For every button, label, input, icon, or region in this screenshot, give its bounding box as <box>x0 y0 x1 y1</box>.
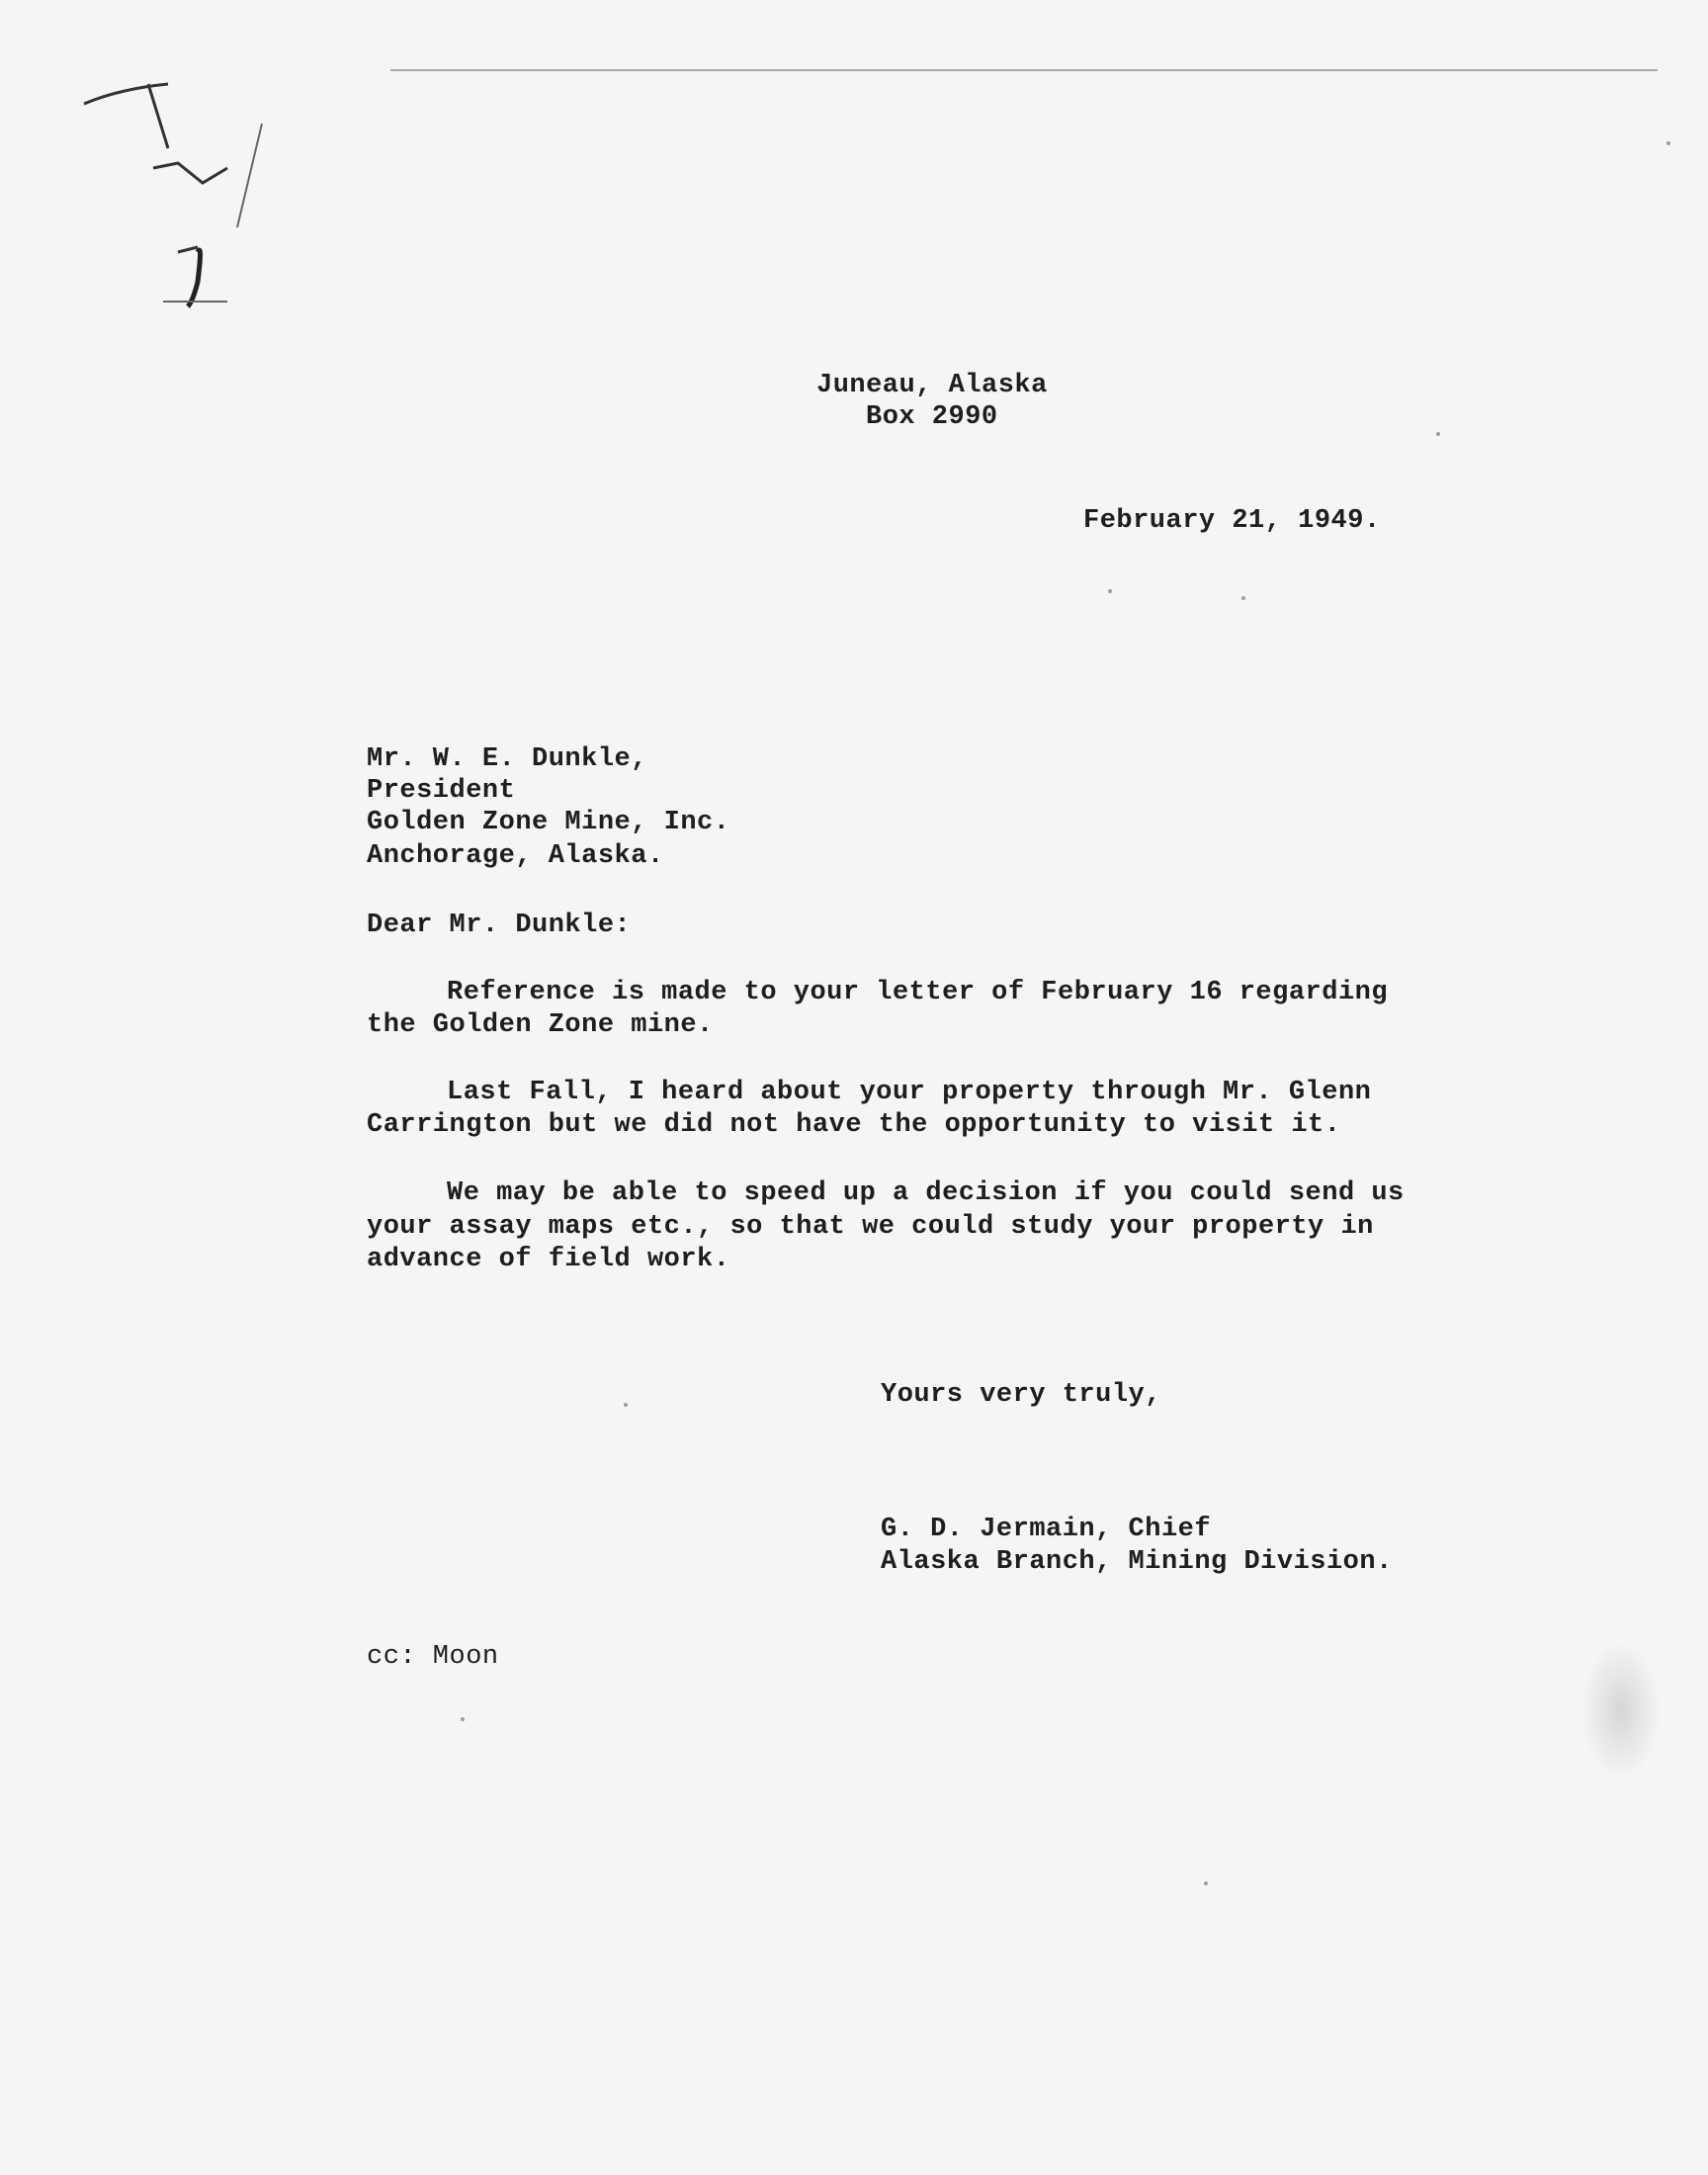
scan-speckle <box>1108 589 1112 593</box>
addressee-city: Anchorage, Alaska. <box>367 841 664 871</box>
paragraph-line: your assay maps etc., so that we could study your property in <box>367 1212 1374 1242</box>
scan-speckle <box>1204 1881 1208 1885</box>
cc-line: cc: Moon <box>367 1642 499 1672</box>
header-city: Juneau, Alaska <box>816 371 1048 400</box>
scan-speckle <box>1436 432 1440 436</box>
letter-date: February 21, 1949. <box>1083 506 1381 536</box>
closing: Yours very truly, <box>881 1380 1161 1410</box>
handwritten-marks-icon <box>79 54 267 341</box>
paragraph-line: Last Fall, I heard about your property through Mr. Glenn <box>447 1078 1372 1107</box>
scan-speckle <box>1241 596 1245 600</box>
top-edge-rule <box>390 69 1658 71</box>
signature-branch: Alaska Branch, Mining Division. <box>881 1547 1393 1577</box>
paragraph-line: We may be able to speed up a decision if you could send us <box>447 1178 1405 1208</box>
scan-smudge <box>1581 1641 1661 1780</box>
salutation: Dear Mr. Dunkle: <box>367 911 632 940</box>
addressee-title: President <box>367 776 516 806</box>
scan-speckle <box>1666 141 1670 145</box>
addressee-company: Golden Zone Mine, Inc. <box>367 808 730 837</box>
paragraph-line: advance of field work. <box>367 1245 730 1274</box>
paragraph-line: Reference is made to your letter of February 16 regarding <box>447 978 1389 1007</box>
signature-name: G. D. Jermain, Chief <box>881 1515 1212 1544</box>
paragraph-line: Carrington but we did not have the opportunity to visit it. <box>367 1110 1341 1140</box>
addressee-name: Mr. W. E. Dunkle, <box>367 744 647 774</box>
header-box: Box 2990 <box>866 402 998 432</box>
scan-speckle <box>624 1403 628 1407</box>
scan-speckle <box>461 1717 465 1721</box>
paragraph-line: the Golden Zone mine. <box>367 1010 714 1040</box>
